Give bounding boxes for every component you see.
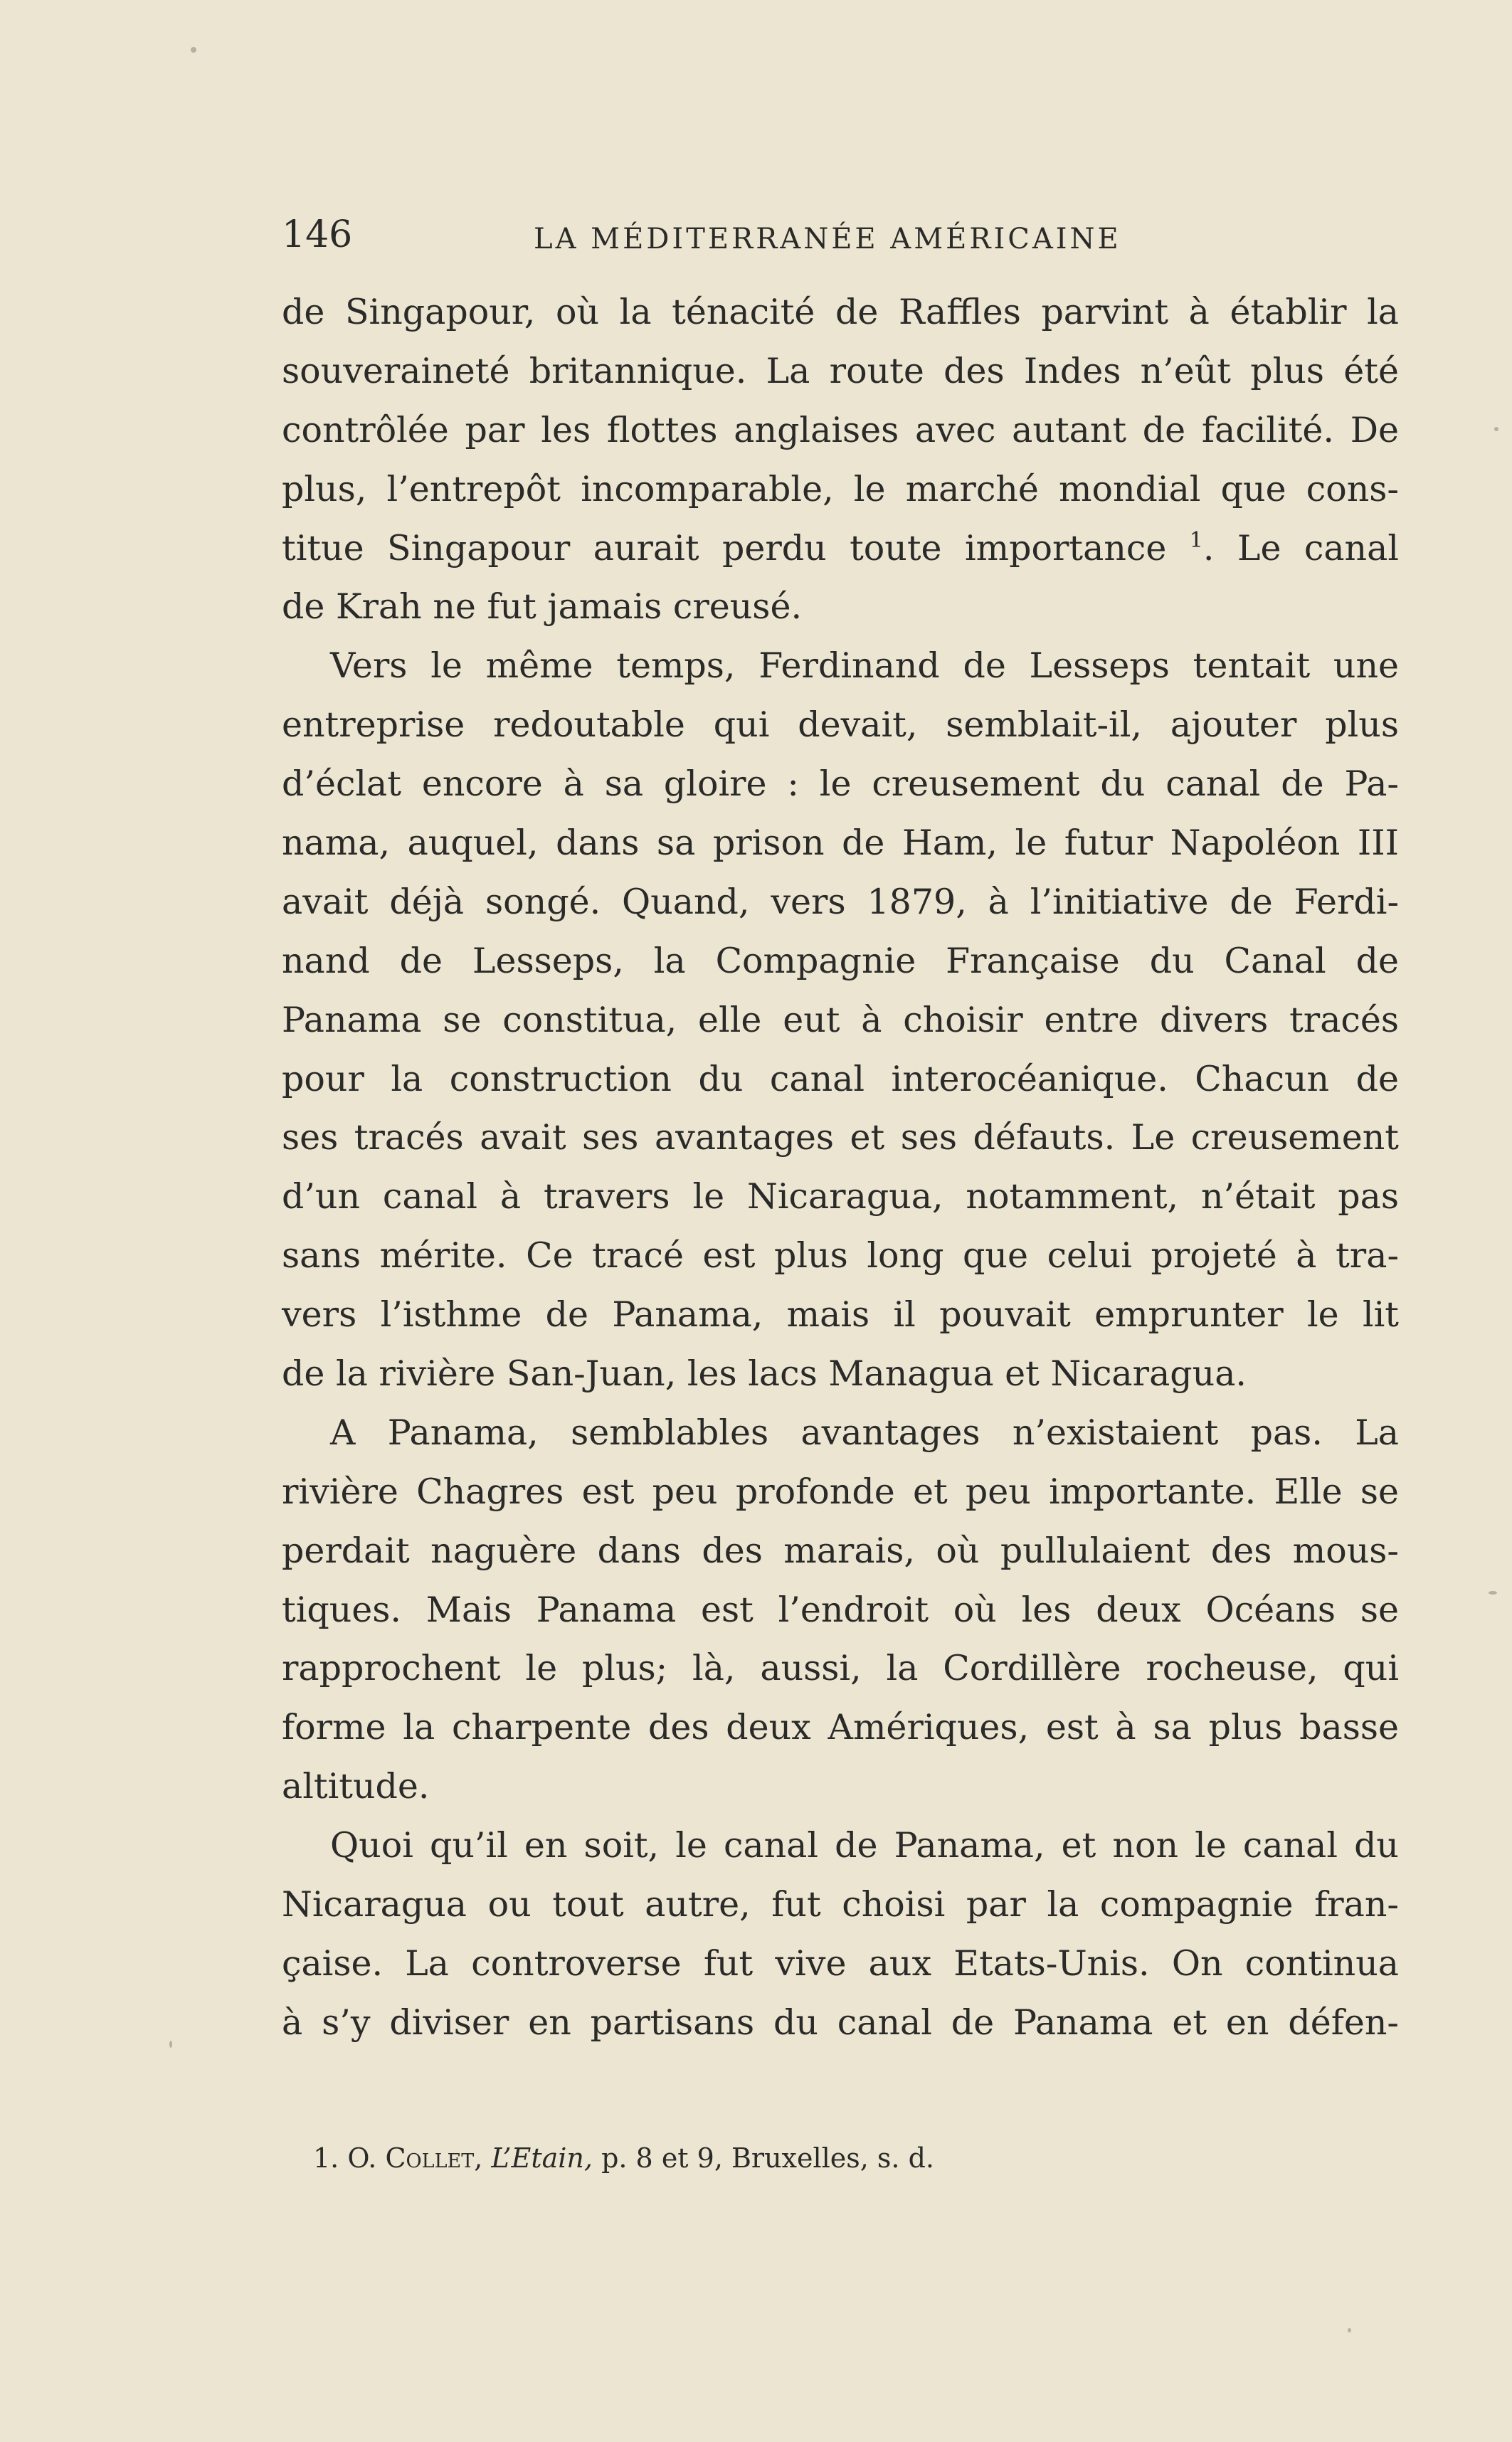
text-line: de Singapour, où la ténacité de Raffles parvint à établir la: [282, 292, 1399, 332]
paper-speck: [191, 47, 196, 53]
text-line: nama, auquel, dans sa prison de Ham, le futur Napoléon III: [282, 823, 1399, 864]
text-line: d’éclat encore à sa gloire : le creusement du canal de Pa-: [282, 763, 1399, 805]
text-line: plus, l’entrepôt incomparable, le marché mondial que cons-: [282, 468, 1399, 509]
paragraph: [282, 1404, 1399, 1817]
text-segment: . Le canal: [1202, 527, 1399, 569]
footnote-details: p. 8 et 9, Bruxelles, s. d.: [601, 2142, 934, 2174]
page-number: 146: [282, 213, 353, 256]
text-line: forme la charpente des deux Amériques, est à sa plus basse: [282, 1707, 1399, 1748]
text-line: rivière Chagres est peu profonde et peu importante. Elle se: [282, 1471, 1399, 1512]
text-line: d’un canal à travers le Nicaragua, notamment, n’était pas: [282, 1176, 1399, 1217]
text-line: sans mérite. Ce tracé est plus long que celui projeté à tra-: [282, 1235, 1399, 1276]
paper-speck: [1348, 2328, 1351, 2332]
paper-speck: [169, 2041, 172, 2048]
text-line: à s’y diviser en partisans du canal de Panama et en défen-: [282, 2002, 1399, 2043]
footnote-author: O. Collet,: [347, 2142, 483, 2174]
text-line: A Panama, semblables avantages n’existaient pas. La: [330, 1412, 1399, 1453]
paragraph: [282, 283, 1399, 637]
text-line: vers l’isthme de Panama, mais il pouvait emprunter le lit: [282, 1294, 1399, 1336]
text-line: contrôlée par les flottes anglaises avec autant de facilité. De: [282, 409, 1399, 450]
text-line: de la rivière San-Juan, les lacs Managua et Nicaragua.: [282, 1353, 1247, 1395]
text-line: Panama se constitua, elle eut à choisir entre divers tracés: [282, 999, 1399, 1040]
paragraph: [282, 637, 1399, 1404]
text-line: perdait naguère dans des marais, où pullulaient des mous-: [282, 1530, 1399, 1571]
paper-speck: [1489, 1591, 1497, 1595]
body-text: [282, 283, 1399, 2053]
paragraph: [282, 1817, 1399, 2053]
footnote: [313, 2133, 934, 2183]
text-line: nand de Lesseps, la Compagnie Française du Canal de: [282, 940, 1399, 981]
text-line: de Krah ne fut jamais creusé.: [282, 586, 803, 628]
text-line: tiques. Mais Panama est l’endroit où les deux Océans se: [282, 1589, 1399, 1630]
text-line: ses tracés avait ses avantages et ses défauts. Le creusement: [282, 1117, 1399, 1158]
text-line: Quoi qu’il en soit, le canal de Panama, et non le canal du: [330, 1825, 1399, 1866]
text-line: pour la construction du canal interocéanique. Chacun de: [282, 1058, 1399, 1099]
text-line: souveraineté britannique. La route des Indes n’eût plus été: [282, 350, 1399, 391]
text-line: rapprochent le plus; là, aussi, la Cordillère rocheuse, qui: [282, 1648, 1399, 1689]
paper-speck: [1494, 427, 1498, 431]
text-line-with-note: [282, 519, 1399, 578]
text-line: altitude.: [282, 1766, 430, 1807]
text-line: çaise. La controverse fut vive aux Etats-Unis. On continua: [282, 1942, 1399, 1984]
text-line: Vers le même temps, Ferdinand de Lesseps tentait une: [330, 645, 1399, 687]
footnote-reference: 1: [1189, 527, 1203, 553]
text-line: entreprise redoutable qui devait, semblait-il, ajouter plus: [282, 704, 1399, 746]
text-segment: titue Singapour aurait perdu toute importance: [282, 527, 1167, 569]
text-line: avait déjà songé. Quand, vers 1879, à l’initiative de Ferdi-: [282, 881, 1399, 922]
running-title: LA MÉDITERRANÉE AMÉRICAINE: [534, 223, 1121, 255]
footnote-title: L’Etain,: [491, 2142, 593, 2174]
text-line: Nicaragua ou tout autre, fut choisi par la compagnie fran-: [282, 1884, 1399, 1925]
footnote-number: 1.: [313, 2142, 339, 2174]
page-header: [282, 206, 1399, 263]
